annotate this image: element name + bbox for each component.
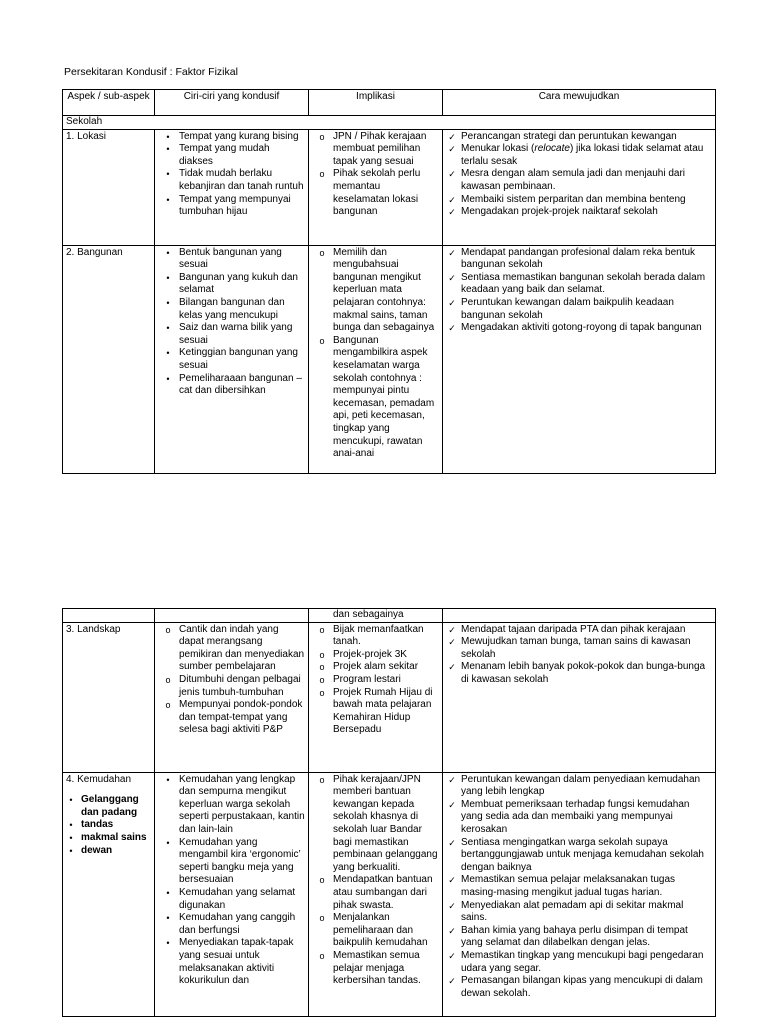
item-list: [158, 624, 305, 737]
implikasi-cell: [309, 622, 443, 772]
list-marker: •: [166, 348, 170, 359]
list-item: [158, 937, 305, 987]
list-item-text: Memastikan semua pelajar melaksanakan tugas masing-masing mengikut jadual tugas harian.: [461, 874, 675, 898]
list-item: [312, 674, 439, 687]
list-item: [446, 799, 712, 837]
list-marker: o: [319, 774, 325, 785]
item-list: [66, 794, 151, 857]
list-item: [312, 950, 439, 988]
list-item: [446, 322, 712, 335]
page-title: Persekitaran Kondusif : Faktor Fizikal: [64, 66, 238, 78]
list-marker: ✓: [448, 144, 456, 155]
list-marker: •: [166, 323, 170, 334]
list-item: [446, 837, 712, 875]
continuation-row: [63, 609, 716, 623]
list-item-text: Projek alam sekitar: [333, 661, 419, 673]
ciri-cell: [155, 622, 309, 772]
item-list: [312, 624, 439, 737]
list-item-text: Memastikan semua pelajar menjaga kerbersihan tandas.: [333, 949, 421, 987]
list-item-text: Perancangan strategi dan peruntukan kewangan: [461, 130, 677, 142]
list-item-text: Kemudahan yang canggih dan berfungsi: [179, 912, 296, 936]
table-part-1: [62, 89, 716, 474]
list-item-text: Pemeliharaaan bangunan – cat dan dibersihkan: [179, 372, 302, 397]
list-marker: ✓: [448, 637, 456, 648]
list-marker: •: [69, 820, 73, 831]
list-item: [446, 874, 712, 899]
list-item-text: Kemudahan yang mengambil kira ‘ergonomic’ seperti bangku meja yang bersesuaian: [179, 836, 301, 886]
item-list: [446, 774, 712, 1001]
list-item: [446, 168, 712, 193]
list-marker: ✓: [448, 774, 456, 785]
list-marker: ✓: [448, 247, 456, 258]
list-item-text: Bijak memanfaatkan tanah.: [333, 623, 424, 648]
list-item-text: dewan: [81, 844, 113, 856]
list-item-text: Ditumbuhi dengan pelbagai jenis tumbuh-tumbuhan: [179, 673, 301, 698]
table-row: [63, 245, 716, 473]
list-marker: o: [319, 875, 325, 886]
list-item-text: Projek Rumah Hijau di bawah mata pelajaran Kemahiran Hidup Bersepadu: [333, 686, 433, 736]
list-item-text: Bangunan mengambilkira aspek keselamatan warga sekolah contohnya : mempunyai pintu kecemasan, pemadam api, peti kecemasan, tingkap yang mencukupi, rawatan anai-anai: [333, 334, 435, 460]
list-item-text: Sentiasa mengingatkan warga sekolah supaya bertanggungjawab untuk menjaga kemudahan sekolah dengan baiknya: [461, 836, 704, 873]
list-item-text: Ketinggian bangunan yang sesuai: [179, 347, 298, 371]
list-marker: •: [166, 774, 170, 785]
list-item: [446, 925, 712, 950]
list-item-text: Menukar lokasi (relocate) jika lokasi tidak selamat atau terlalu sesak: [461, 143, 704, 167]
list-marker: ✓: [448, 662, 456, 673]
item-list: [446, 131, 712, 219]
section-label: Sekolah: [63, 116, 716, 130]
table-part-2: [62, 608, 716, 1017]
list-item: [66, 832, 151, 845]
list-marker: •: [166, 131, 170, 142]
header-ciri: Ciri-ciri yang kondusif: [155, 90, 309, 116]
item-list: [312, 247, 439, 461]
list-marker: •: [166, 297, 170, 308]
aspek-label: 4. Kemudahan: [66, 773, 132, 785]
header-cara: Cara mewujudkan: [443, 90, 716, 116]
list-item: [158, 322, 305, 347]
list-item: [446, 272, 712, 297]
list-item-text: Mengadakan projek-projek naiktaraf sekolah: [461, 206, 658, 218]
item-list: [158, 247, 305, 398]
list-marker: ✓: [448, 799, 456, 810]
list-marker: ✓: [448, 976, 456, 987]
list-marker: o: [319, 624, 325, 635]
list-item: [158, 168, 305, 193]
list-item-text: JPN / Pihak kerajaan membuat pemilihan tapak yang sesuai: [333, 130, 427, 167]
item-list: [312, 774, 439, 988]
implikasi-cell: [309, 772, 443, 1016]
list-marker: •: [166, 913, 170, 924]
list-item-text: Tidak mudah berlaku kebanjiran dan tanah runtuh: [179, 168, 304, 192]
list-item-text: Cantik dan indah yang dapat merangsang pemikiran dan menyediakan sumber pembelajaran: [179, 623, 305, 673]
list-item: [158, 373, 305, 398]
list-item-text: Program lestari: [333, 673, 401, 685]
list-item: [446, 661, 712, 686]
list-marker: ✓: [448, 194, 456, 205]
list-marker: •: [166, 144, 170, 155]
list-item-text: Mengadakan aktiviti gotong-royong di tapak bangunan: [461, 322, 702, 334]
list-item-text: Bangunan yang kukuh dan selamat: [179, 271, 298, 296]
cara-cell: [443, 245, 716, 473]
list-marker: ✓: [448, 950, 456, 961]
list-item-text: Gelanggang dan padang: [81, 794, 139, 818]
list-marker: o: [165, 674, 171, 685]
list-marker: ✓: [448, 900, 456, 911]
list-marker: •: [166, 169, 170, 180]
list-item: [158, 247, 305, 272]
list-item: [312, 912, 439, 950]
list-marker: •: [166, 373, 170, 384]
list-item-text: makmal sains: [81, 831, 147, 843]
list-item: [312, 649, 439, 662]
list-marker: ✓: [448, 925, 456, 936]
list-item-text: Menyediakan tapak-tapak yang sesuai untuk melaksanakan aktiviti kokurikulun dan: [179, 937, 294, 987]
list-marker: o: [319, 131, 325, 142]
implikasi-cell: [309, 245, 443, 473]
list-marker: •: [166, 938, 170, 949]
table-row: [63, 622, 716, 772]
list-item-text: Membaiki sistem perparitan dan membina benteng: [461, 193, 686, 205]
list-item: [158, 347, 305, 372]
list-item: [158, 674, 305, 699]
list-marker: o: [319, 674, 325, 685]
list-item: [66, 845, 151, 858]
list-item-text: Saiz dan warna bilik yang sesuai: [179, 322, 293, 346]
ciri-cell: [155, 772, 309, 1016]
list-item: [158, 624, 305, 674]
implikasi-cell: [309, 129, 443, 245]
list-item: [446, 624, 712, 637]
list-item: [446, 131, 712, 144]
item-list: [312, 131, 439, 219]
list-marker: o: [165, 624, 171, 635]
list-item-text: Mempunyai pondok-pondok dan tempat-tempat yang selesa bagi aktiviti P&P: [179, 699, 303, 736]
list-marker: o: [319, 662, 325, 673]
aspek-cell: [63, 772, 155, 1016]
aspek-cell: 1. Lokasi: [63, 129, 155, 245]
list-marker: ✓: [448, 297, 456, 308]
list-item: [312, 168, 439, 218]
list-marker: o: [165, 700, 171, 711]
list-marker: ✓: [448, 169, 456, 180]
list-item: [446, 950, 712, 975]
item-list: [446, 624, 712, 687]
list-item: [446, 194, 712, 207]
list-marker: o: [319, 169, 325, 180]
list-marker: o: [319, 649, 325, 660]
list-item: [312, 131, 439, 169]
table-row: [63, 129, 716, 245]
list-marker: ✓: [448, 272, 456, 283]
list-item-text: Memastikan tingkap yang mencukupi bagi pengedaran udara yang segar.: [461, 949, 704, 974]
list-item: [158, 699, 305, 737]
list-item: [158, 774, 305, 837]
list-item-text: Tempat yang kurang bising: [179, 130, 299, 142]
list-item: [446, 297, 712, 322]
list-item: [158, 272, 305, 297]
aspek-cell: 2. Bangunan: [63, 245, 155, 473]
cara-cell: [443, 622, 716, 772]
list-item-text: Pemasangan bilangan kipas yang mencukupi di dalam dewan sekolah.: [461, 975, 703, 999]
list-item: [158, 297, 305, 322]
list-item: [312, 774, 439, 875]
list-marker: ✓: [448, 875, 456, 886]
list-item-text: Membuat pemeriksaan terhadap fungsi kemudahan yang sedia ada dan membaiki yang mempunyai kerosakan: [461, 798, 690, 835]
list-marker: •: [166, 194, 170, 205]
header-implikasi: Implikasi: [309, 90, 443, 116]
list-item-text: Menjalankan pemeliharaan dan baikpulih kemudahan: [333, 912, 428, 949]
list-item-text: Menyediakan alat pemadam api di sekitar makmal sains.: [461, 899, 684, 924]
header-aspek: Aspek / sub-aspek: [63, 90, 155, 116]
list-marker: o: [319, 335, 325, 346]
list-item-text: Peruntukan kewangan dalam baikpulih keadaan bangunan sekolah: [461, 296, 674, 321]
list-marker: ✓: [448, 624, 456, 635]
list-marker: •: [166, 272, 170, 283]
list-item-text: Projek-projek 3K: [333, 648, 407, 660]
list-marker: •: [166, 837, 170, 848]
list-item-text: Kemudahan yang selamat digunakan: [179, 886, 296, 911]
list-item: [158, 912, 305, 937]
list-marker: •: [69, 832, 73, 843]
list-item-text: Pihak sekolah perlu memantau keselamatan lokasi bangunan: [333, 168, 421, 218]
list-item-text: Mendapat pandangan profesional dalam reka bentuk bangunan sekolah: [461, 246, 696, 271]
list-item: [446, 247, 712, 272]
list-marker: ✓: [448, 837, 456, 848]
list-item: [312, 624, 439, 649]
list-item-text: Bahan kimia yang bahaya perlu disimpan di tempat yang selamat dan dilabelkan dengan jelas.: [461, 924, 688, 949]
list-item: [66, 794, 151, 819]
list-item: [446, 636, 712, 661]
item-list: [446, 247, 712, 335]
list-item: [446, 143, 712, 168]
list-item: [312, 335, 439, 461]
list-marker: o: [319, 950, 325, 961]
list-item: [158, 837, 305, 887]
continued-text: dan sebagainya: [309, 609, 443, 623]
list-item-text: Sentiasa memastikan bangunan sekolah berada dalam keadaan yang baik dan selamat.: [461, 271, 706, 296]
item-list: [158, 774, 305, 988]
list-marker: o: [319, 913, 325, 924]
ciri-cell: [155, 129, 309, 245]
cara-cell: [443, 772, 716, 1016]
list-item-text: Bentuk bangunan yang sesuai: [179, 246, 282, 271]
list-item: [312, 874, 439, 912]
list-item-text: Tempat yang mudah diakses: [179, 143, 270, 167]
section-row: [63, 116, 716, 130]
list-item: [446, 206, 712, 219]
list-item-text: Kemudahan yang lengkap dan sempurna mengikut keperluan warga sekolah seperti perpustakaan, kantin dan lain-lain: [179, 773, 305, 835]
cara-cell: [443, 129, 716, 245]
list-marker: •: [69, 795, 73, 806]
list-marker: •: [69, 845, 73, 856]
header-row: [63, 90, 716, 116]
list-marker: ✓: [448, 131, 456, 142]
list-item-text: Menanam lebih banyak pokok-pokok dan bunga-bunga di kawasan sekolah: [461, 661, 706, 685]
list-item: [312, 661, 439, 674]
list-marker: ✓: [448, 207, 456, 218]
list-item-text: Memilih dan mengubahsuai bangunan mengikut keperluan mata pelajaran contohnya: makmal sains, taman bunga dan sebagainya: [333, 246, 435, 334]
table-row: [63, 772, 716, 1016]
list-item: [312, 247, 439, 335]
list-item: [446, 900, 712, 925]
item-list: [158, 131, 305, 219]
list-item-text: Peruntukan kewangan dalam penyediaan kemudahan yang lebih lengkap: [461, 773, 701, 798]
list-item: [446, 774, 712, 799]
list-item-text: Mendapat tajaan daripada PTA dan pihak kerajaan: [461, 623, 686, 635]
list-item: [158, 194, 305, 219]
list-marker: o: [319, 687, 325, 698]
aspek-cell: 3. Landskap: [63, 622, 155, 772]
list-item: [158, 887, 305, 912]
list-item: [66, 819, 151, 832]
list-item: [158, 131, 305, 144]
list-item-text: Bilangan bangunan dan kelas yang mencukupi: [179, 296, 285, 321]
list-item-text: Pihak kerajaan/JPN memberi bantuan kewangan kepada sekolah khasnya di sekolah luar Bandar bagi memastikan pembinaan gelanggang yang berkualiti.: [333, 773, 438, 873]
list-item: [158, 143, 305, 168]
list-item-text: Mendapatkan bantuan atau sumbangan dari pihak swasta.: [333, 874, 433, 911]
list-item-text: Mesra dengan alam semula jadi dan menjauhi dari kawasan pembinaan.: [461, 168, 686, 192]
list-item: [446, 975, 712, 1000]
list-marker: ✓: [448, 323, 456, 334]
list-marker: •: [166, 887, 170, 898]
list-item-text: Mewujudkan taman bunga, taman sains di kawasan sekolah: [461, 636, 691, 660]
list-item: [312, 687, 439, 737]
list-marker: o: [319, 247, 325, 258]
list-item-text: Tempat yang mempunyai tumbuhan hijau: [179, 193, 291, 218]
ciri-cell: [155, 245, 309, 473]
list-marker: •: [166, 247, 170, 258]
list-item-text: tandas: [81, 819, 114, 831]
